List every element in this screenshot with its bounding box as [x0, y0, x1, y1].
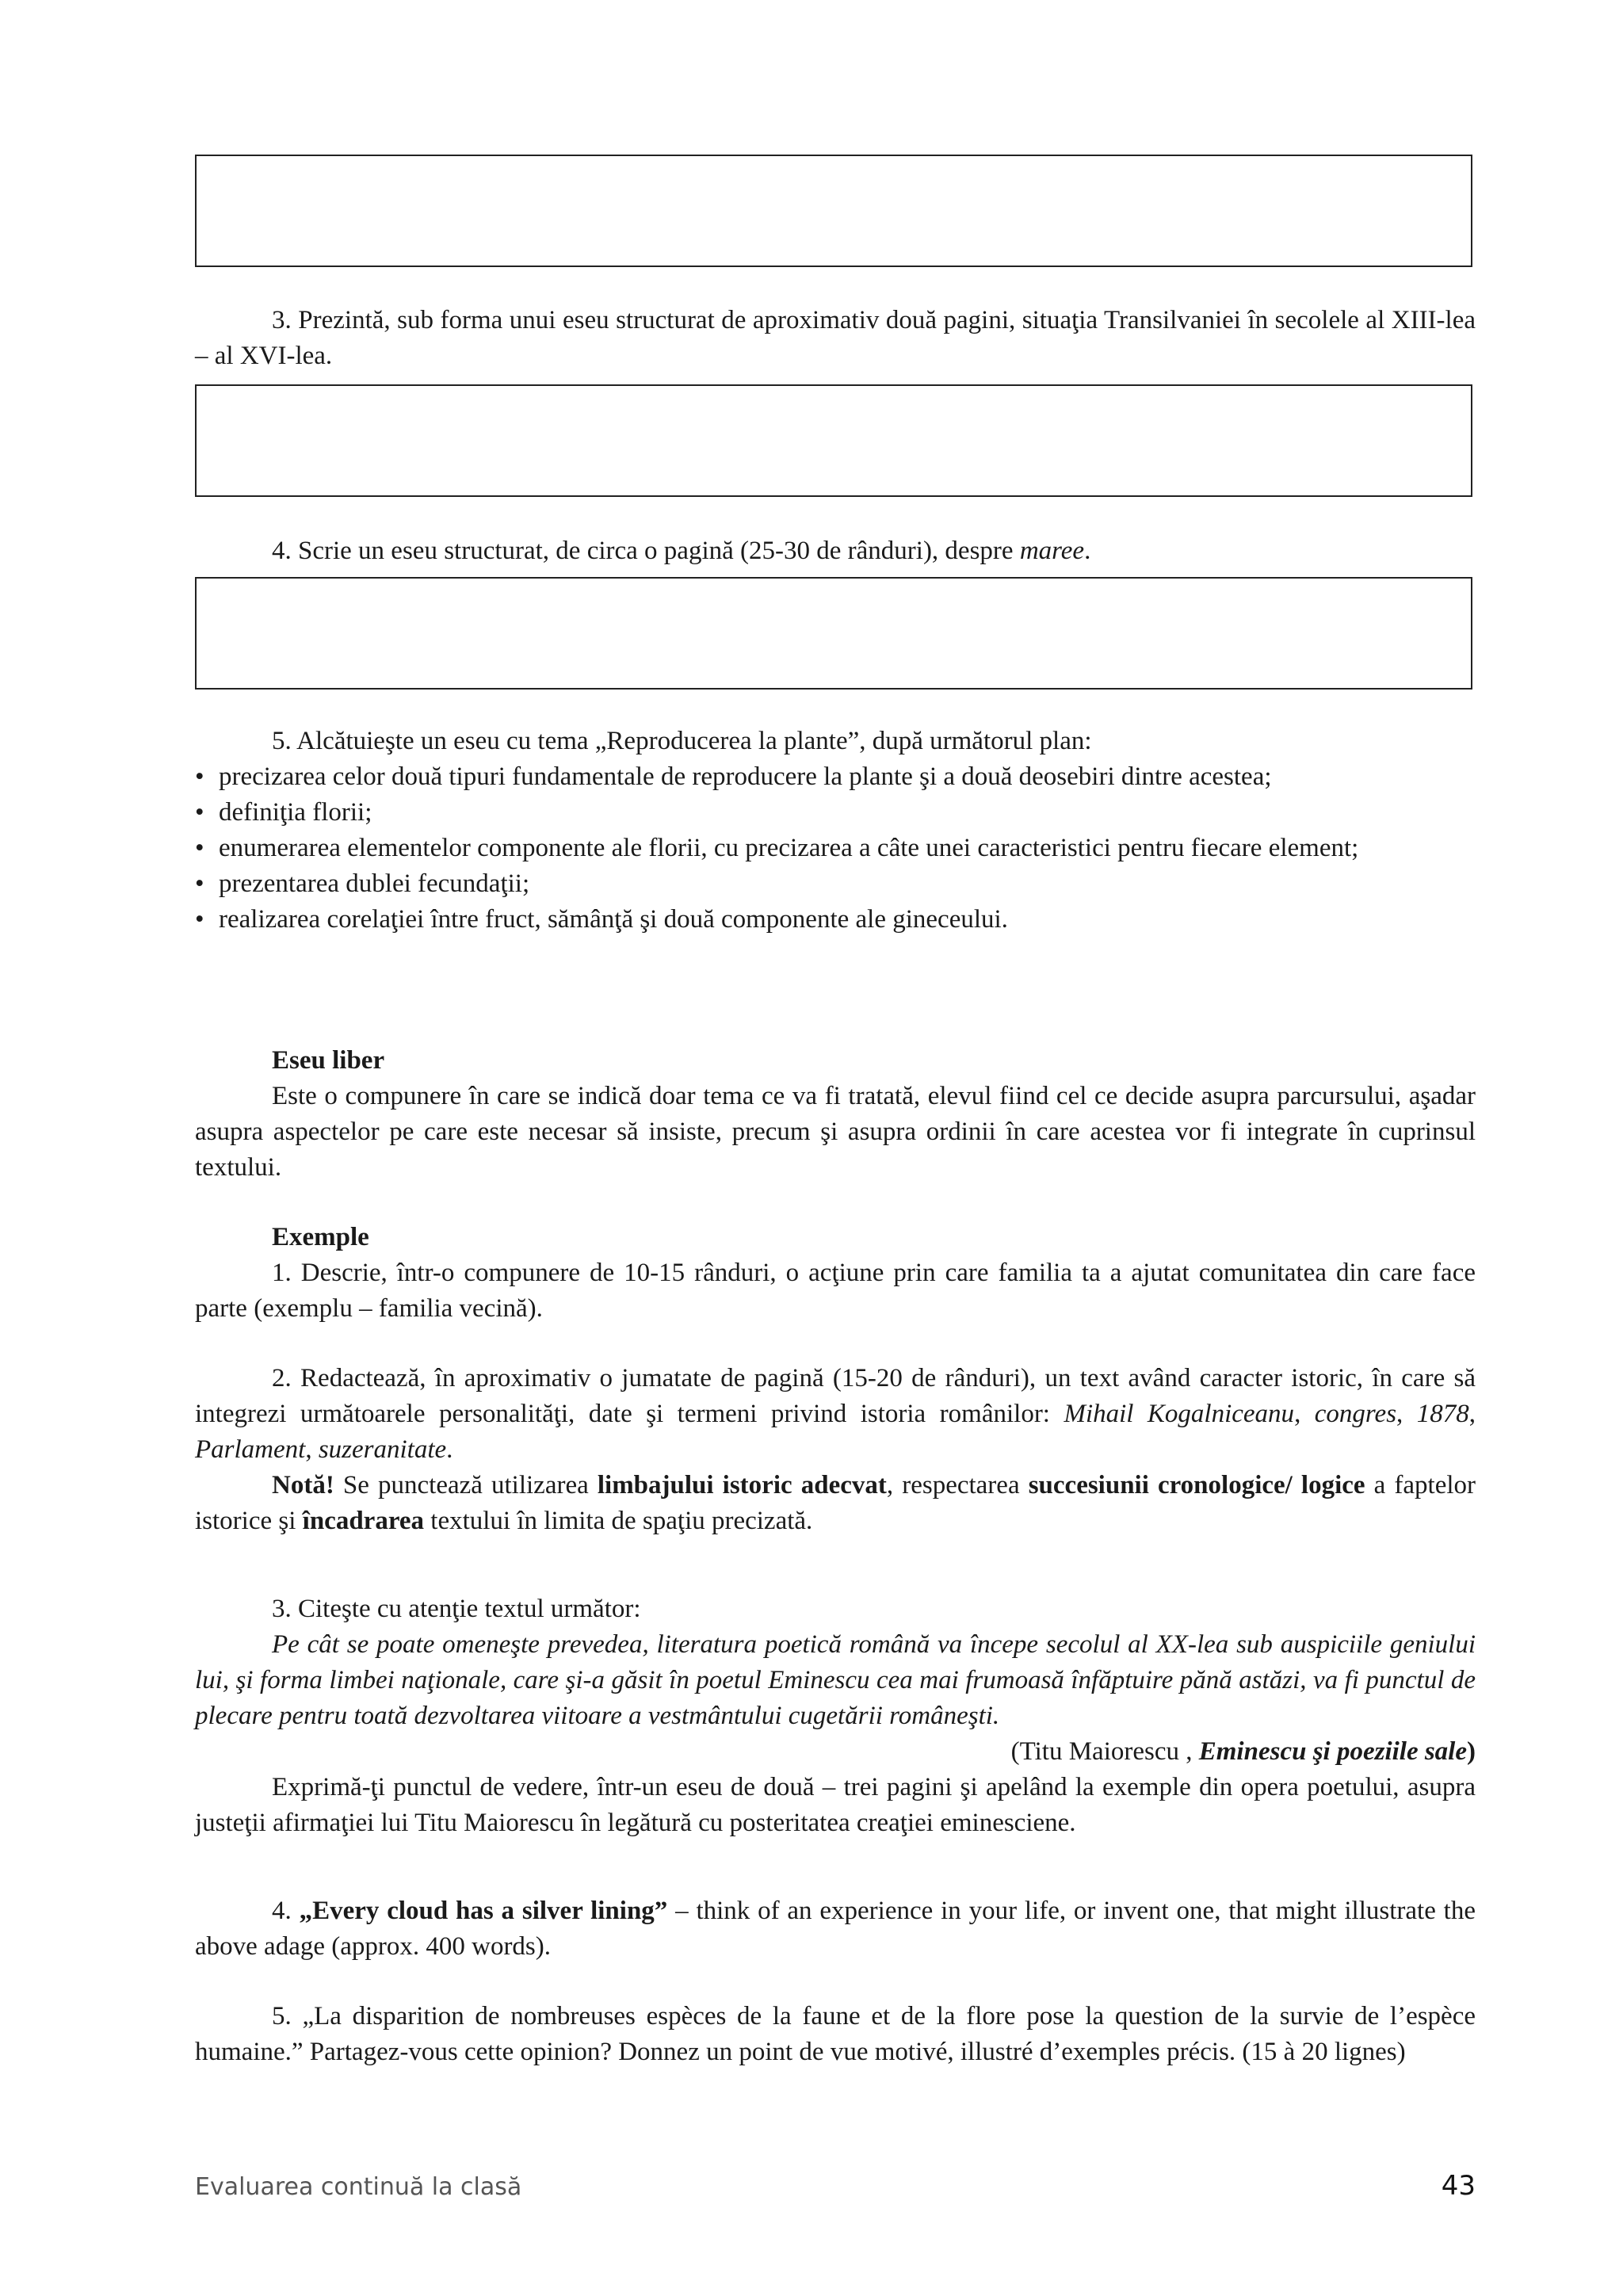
example-2: 2. Redactează, în aproximativ o jumatate de pagină (15-20 de rânduri), un text având caracter istoric, în care să integrezi următoarele personalităţi, date şi termeni privind istoria românilor: Mihail Kogalniceanu, congres, 1878, Parlament, suzeranitate. Notă! Se punctează utilizarea limbajului istoric adecvat, respectarea succesiunii cronologice/ logice a faptelor istorice şi încadrarea textului în limita de spaţiu precizată. [195, 1361, 1476, 1539]
eseu-liber-text: Este o compunere în care se indică doar tema ce va fi tratată, elevul fiind cel ce decide asupra parcursului, aşadar asupra aspectelor pe care este necesar să insiste, precum şi asupra ordinii în care acestea vor fi integrate în cuprinsul textului. [195, 1082, 1476, 1182]
example-3-intro: 3. Citeşte cu atenţie textul următor: [272, 1595, 641, 1623]
plan-item: • realizarea corelaţiei între fruct, sămânţă şi două componente ale gineceului. [195, 902, 1476, 938]
page-number: 43 [1441, 2170, 1476, 2202]
example-5: 5. „La disparition de nombreuses espèces de la faune et de la flore pose la question de la survie de l’espèce humaine.” Partagez-vous cette opinion? Donnez un point de vue motivé, illustré d’exemples précis. (15 à 20 lignes) [195, 2002, 1476, 2066]
example-3 [195, 1591, 1476, 1841]
exemple-section [195, 1220, 1476, 1327]
answer-box-1[interactable] [195, 155, 1472, 267]
example-2-note: Notă! Se punctează utilizarea limbajului istoric adecvat, respectarea succesiunii cronologice/ logice a faptelor istorice şi încadrarea textului în limita de spaţiu precizată. [195, 1471, 1476, 1535]
eseu-liber-heading: Eseu liber [272, 1046, 385, 1075]
example-1: 1. Descrie, într-o compunere de 10-15 rânduri, o acţiune prin care familia ta a ajutat comunitatea din care face parte (exemplu – familia vecină). [195, 1259, 1476, 1323]
item-4-text: 4. Scrie un eseu structurat, de circa o pagină (25-30 de rânduri), despre maree. [272, 537, 1091, 565]
plan-item: • precizarea celor două tipuri fundamentale de reproducere la plante şi a două deosebiri dintre acestea; [195, 759, 1476, 795]
item-5-intro: 5. Alcătuieşte un eseu cu tema „Reproducerea la plante”, după următorul plan: [272, 727, 1092, 755]
item-5-plan-list [195, 759, 1476, 938]
example-3-task: Exprimă-ţi punctul de vedere, într-un eseu de două – trei pagini şi apelând la exemple din opera poetului, asupra justeţii afirmaţiei lui Titu Maiorescu în legătură cu posteritatea creaţiei eminesciene. [195, 1773, 1476, 1837]
item-5 [195, 724, 1476, 938]
example-4: 4. „Every cloud has a silver lining” – think of an experience in your life, or invent one, that might illustrate the above adage (approx. 400 words). [195, 1897, 1476, 1961]
answer-box-3[interactable] [195, 577, 1472, 690]
exemple-heading: Exemple [272, 1223, 369, 1251]
answer-box-2[interactable] [195, 384, 1472, 497]
plan-item: • definiţia florii; [195, 795, 1476, 831]
example-3-source: (Titu Maiorescu , Eminescu şi poeziile sale) [1010, 1737, 1476, 1766]
eseu-liber-section [195, 1043, 1476, 1186]
item-4-term: maree [1019, 537, 1085, 565]
footer-title: Evaluarea continuă la clasă [195, 2173, 522, 2201]
plan-item: • enumerarea elementelor componente ale florii, cu precizarea a câte unei caracteristici pentru fiecare element; [195, 831, 1476, 866]
item-3-text: 3. Prezintă, sub forma unui eseu structurat de aproximativ două pagini, situaţia Transilvaniei în secolele al XIII-lea – al XVI-lea. [195, 306, 1476, 370]
plan-item: • prezentarea dublei fecundaţii; [195, 866, 1476, 902]
example-3-quote: Pe cât se poate omeneşte prevedea, literatura poetică română va începe secolul al XX-lea sub auspiciile geniului lui, şi forma limbei naţionale, care şi-a găsit în poetul Eminescu cea mai frumoasă înfăptuire pănă astăzi, va fi punctul de plecare pentru toată dezvoltarea viitoare a vestmântului cugetării româneşti. [195, 1630, 1476, 1730]
